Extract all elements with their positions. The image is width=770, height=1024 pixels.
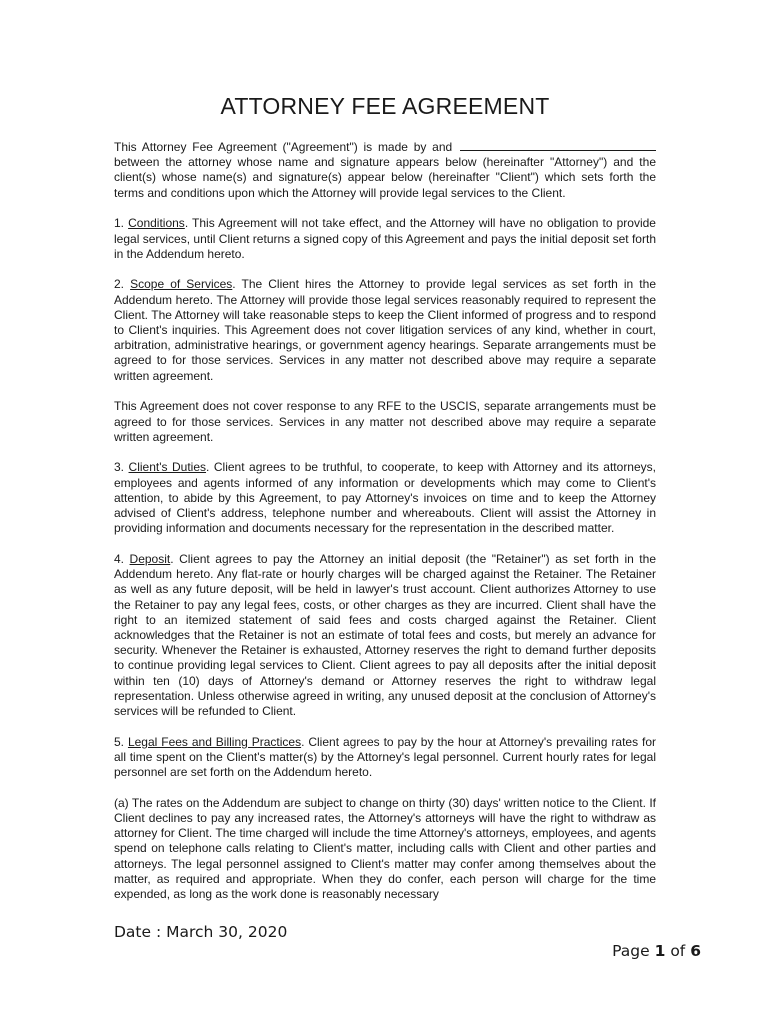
section-text: . Client agrees to pay the Attorney an initial deposit (the "Retainer") as set forth in the Addendum hereto. Any flat-rate or hourly charges will be charged against the Retainer. The Retainer as well as any future deposit, will be held in lawyer's trust account. Client authorizes Attorney to use the Retainer to pay any legal fees, costs, or other charges as they are incurred. Client shall have the right to an itemized statement of said fees and costs charged against the Retainer. Client acknowledges that the Retainer is not an estimate of total fees and costs, but merely an advance for security. Whenever the Retainer is exhausted, Attorney reserves the right to demand further deposits to continue providing legal services to Client. Client agrees to pay all deposits after the initial deposit within ten (10) days of Attorney's demand or Attorney reserves the right to withdraw legal representation. Unless otherwise agreed in writing, any unused deposit at the conclusion of Attorney's services will be refunded to Client. bbox=[114, 551, 656, 718]
section-heading: Deposit bbox=[129, 551, 171, 566]
section-deposit bbox=[114, 552, 656, 719]
section-number: 4. bbox=[114, 551, 125, 566]
page-indicator bbox=[612, 942, 701, 960]
section-number: 3. bbox=[114, 460, 125, 475]
page-current: 1 bbox=[654, 942, 666, 960]
section-text: . Client agrees to pay by the hour at Attorney's prevailing rates for all time spent on the Client's matter(s) by the Attorney's legal personnel. Current hourly rates for legal personnel are set forth on the Addendum hereto. bbox=[114, 734, 657, 780]
document-body bbox=[114, 139, 656, 918]
subsection-a: (a) The rates on the Addendum are subject to change on thirty (30) days' written notice to the Client. If Client declines to pay any increased rates, the Attorney's attorneys will have the right to withdraw as attorney for Client. The time charged will include the time Attorney's attorneys, employees, and agents spend on telephone calls relating to Client's matter, including calls with Client and other parties and attorneys. The legal personnel assigned to Client's matter may confer among themselves about the matter, as required and appropriate. When they do confer, each person will charge for the time expended, as long as the work done is reasonably necessary bbox=[114, 795, 656, 902]
section-text: . The Client hires the Attorney to provide legal services as set forth in the Addendum hereto. The Attorney will provide those legal services reasonably required to represent the Client. The Attorney will take reasonable steps to keep the Client informed of progress and to respond to Client's inquiries. This Agreement does not cover litigation services of any kind, whether in court, arbitration, administrative hearings, or government agency hearings. Separate arrangements must be agreed to for those services. Services in any matter not described above may require a separate written agreement. bbox=[114, 277, 656, 383]
section-number: 2. bbox=[114, 277, 125, 292]
section-heading: Conditions bbox=[128, 216, 185, 231]
rfe-paragraph: This Agreement does not cover response to any RFE to the USCIS, separate arrangements must be agreed to for those services. Services in any matter not described above may require a separate written agreement. bbox=[114, 399, 656, 444]
section-number: 1. bbox=[114, 216, 125, 231]
section-scope-of-services bbox=[114, 277, 656, 383]
section-heading: Client's Duties bbox=[128, 460, 207, 475]
intro-text-continued: between the attorney whose name and signature appears below (hereinafter "Attorney") and the client(s) whose name(s) and signature(s) appear below (hereinafter "Client") which sets forth the terms and conditions upon which the Attorney will provide legal services to the Client. bbox=[114, 155, 656, 200]
page-word: Page bbox=[612, 942, 650, 960]
section-clients-duties bbox=[114, 460, 656, 536]
section-legal-fees bbox=[114, 735, 656, 781]
intro-paragraph bbox=[114, 139, 656, 201]
page-of: of bbox=[670, 942, 686, 960]
party-name-blank bbox=[460, 139, 656, 151]
intro-text: This Attorney Fee Agreement ("Agreement") is made by and bbox=[114, 140, 453, 154]
page-total: 6 bbox=[690, 942, 701, 960]
section-text: . Client agrees to be truthful, to cooperate, to keep with Attorney and its attorneys, employees and agents informed of any information or developments which may come to Client's attention, to abide by this Agreement, to pay Attorney's invoices on time and to keep the Attorney advised of Client's address, telephone number and whereabouts. Client will assist the Attorney in providing information and documents necessary for the representation in the described matter. bbox=[114, 460, 656, 536]
footer-date: Date : March 30, 2020 bbox=[114, 923, 288, 941]
section-conditions bbox=[114, 216, 656, 262]
document-title: ATTORNEY FEE AGREEMENT bbox=[220, 93, 550, 119]
section-heading: Scope of Services bbox=[130, 277, 233, 292]
section-number: 5. bbox=[114, 734, 125, 749]
section-heading: Legal Fees and Billing Practices bbox=[127, 734, 302, 749]
section-text: . This Agreement will not take effect, and the Attorney will have no obligation to provide legal services, until Client returns a signed copy of this Agreement and pays the initial deposit set forth in the Addendum hereto. bbox=[114, 216, 656, 261]
